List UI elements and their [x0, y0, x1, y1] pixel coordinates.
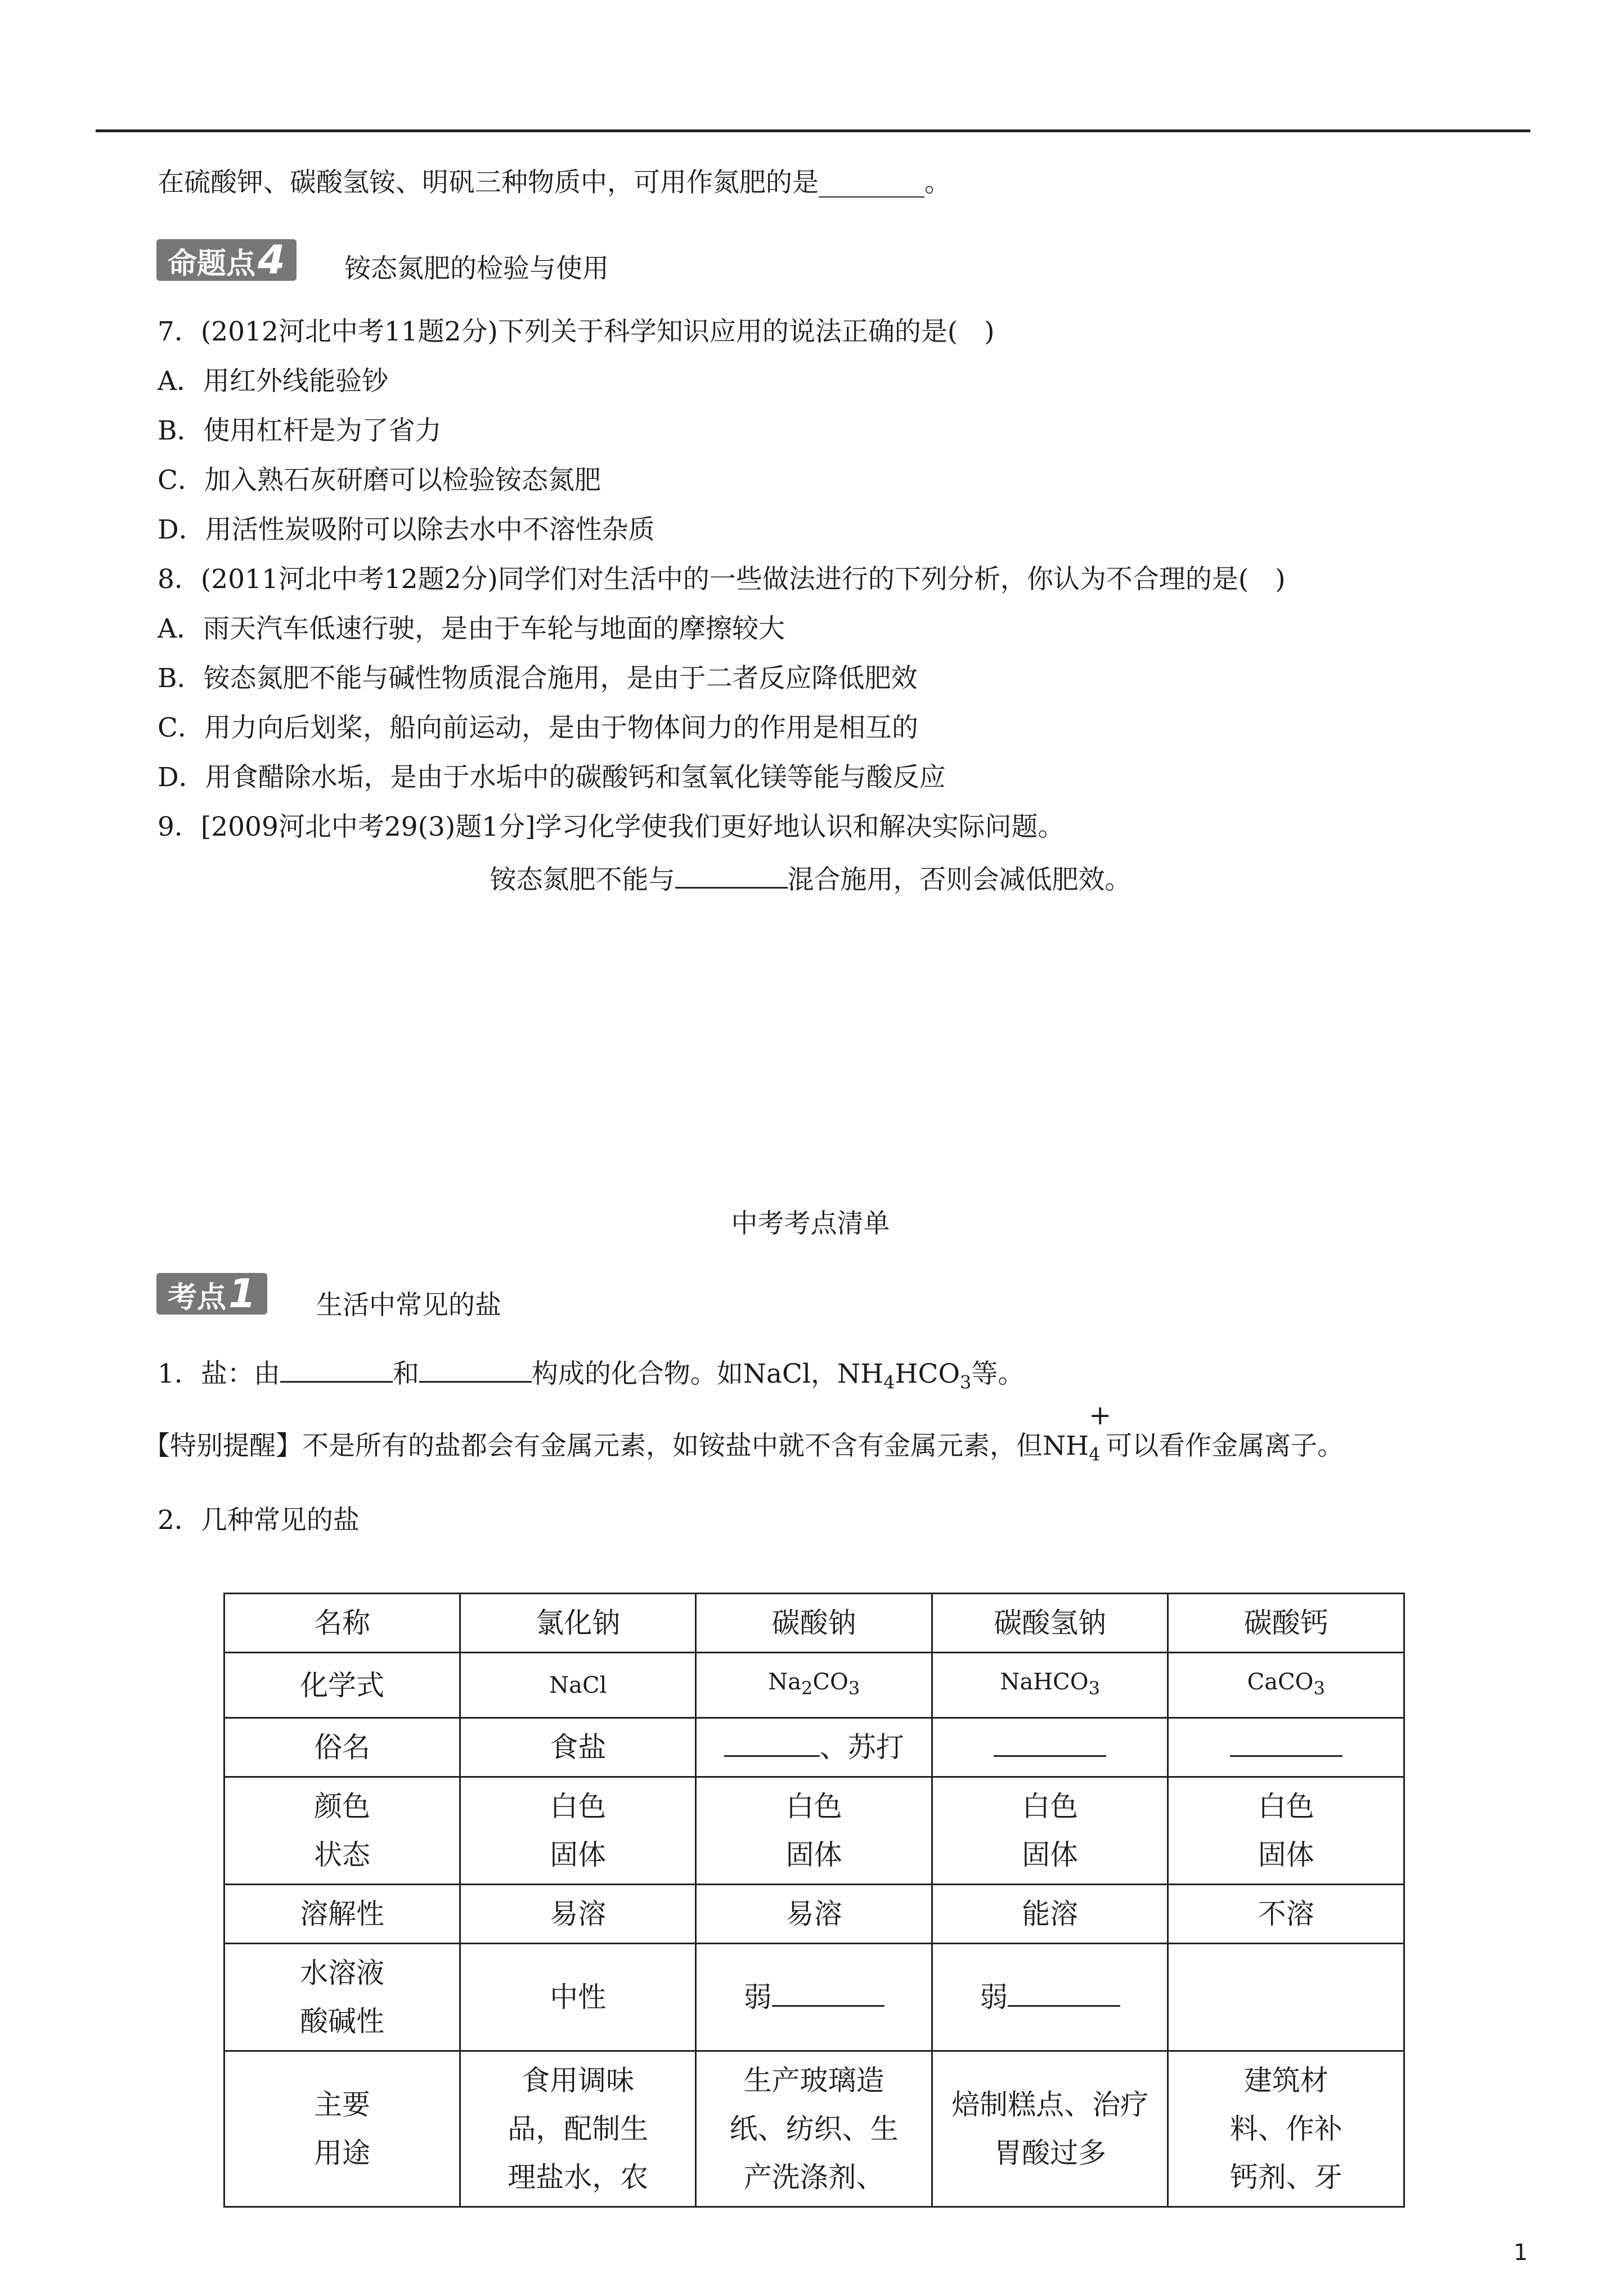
table-cell: 名称	[224, 1594, 460, 1653]
section-badge-4	[156, 239, 297, 281]
cell-text: 白色	[1258, 1790, 1314, 1823]
cell-text: 白色	[550, 1790, 607, 1823]
q7-option-c: C．加入熟石灰研磨可以检验铵态氮肥	[158, 465, 601, 496]
q8-option-d: D．用食醋除水垢，是由于水垢中的碳酸钙和氢氧化镁等能与酸反应	[158, 762, 946, 793]
badge-number: 1	[228, 1271, 256, 1317]
table-cell	[224, 2051, 460, 2207]
cell-text: 固体	[1022, 1838, 1079, 1871]
cell-text: 产洗涤剂、	[743, 2161, 884, 2194]
subscript: 4	[883, 1371, 895, 1393]
reminder-text-a: 【特别提醒】不是所有的盐都会有金属元素，如铵盐中就不含有金属元素，但NH	[143, 1430, 1089, 1461]
row-label: 用途	[314, 2137, 371, 2169]
cell-text: 建筑材	[1243, 2064, 1328, 2097]
table-row	[224, 1777, 1404, 1885]
formula-text: NaCl	[549, 1672, 607, 1698]
badge-label: 命题点	[168, 247, 256, 281]
row-label: 酸碱性	[300, 2005, 385, 2038]
q9-answer-line	[0, 862, 1621, 897]
point1-text-a: 1．盐：由	[158, 1358, 280, 1389]
formula-cell	[932, 1653, 1168, 1718]
table-cell	[1168, 1718, 1404, 1777]
table-cell: 不溶	[1168, 1885, 1404, 1944]
table-cell: 中性	[460, 1944, 696, 2051]
cell-text: 理盐水，农	[508, 2161, 649, 2194]
answer-blank[interactable]	[724, 1730, 820, 1757]
q8-option-a: A．雨天汽车低速行驶，是由于车轮与地面的摩擦较大	[158, 613, 785, 644]
q9-stem: 9．[2009河北中考29(3)题1分]学习化学使我们更好地认识和解决实际问题。	[158, 811, 1065, 842]
cell-text: 纸、纺织、生	[729, 2113, 899, 2145]
subscript: 3	[960, 1371, 972, 1393]
cell-text: 胃酸过多	[994, 2137, 1107, 2169]
table-row	[224, 1944, 1404, 2051]
table-cell	[224, 1777, 460, 1885]
formula-text: CaCO	[1247, 1669, 1314, 1695]
answer-blank[interactable]	[1008, 1980, 1120, 2007]
formula-cell	[1168, 1653, 1404, 1718]
intro-line: 在硫酸钾、碳酸氢铵、明矾三种物质中，可用作氮肥的是________。	[158, 167, 951, 198]
table-cell	[460, 1777, 696, 1885]
answer-blank[interactable]	[994, 1730, 1106, 1757]
common-name-text: 、苏打	[819, 1731, 904, 1764]
plus-sign: +	[1089, 1400, 1112, 1431]
q8-stem: 8．(2011河北中考12题2分)同学们对生活中的一些做法进行的下列分析，你认为不合理的是( )	[158, 564, 1286, 595]
cell-text: 弱	[980, 1981, 1008, 2014]
cell-text: 固体	[550, 1838, 607, 1871]
table-cell: 食盐	[460, 1718, 696, 1777]
cell-text: 白色	[1022, 1790, 1079, 1823]
point1-text-e: 等。	[971, 1358, 1025, 1389]
table-cell	[932, 1944, 1168, 2051]
formula-text: CO	[812, 1669, 848, 1695]
subscript: 3	[1088, 1678, 1100, 1699]
formula-text: Na	[768, 1669, 802, 1695]
reminder-text-b: 可以看作金属离子。	[1106, 1430, 1344, 1461]
table-cell: 化学式	[224, 1653, 460, 1718]
row-label: 颜色	[314, 1790, 371, 1823]
q8-option-b: B．铵态氮肥不能与碱性物质混合施用，是由于二者反应降低肥效	[158, 663, 918, 694]
q7-option-d: D．用活性炭吸附可以除去水中不溶性杂质	[158, 514, 655, 545]
answer-blank[interactable]	[675, 862, 788, 889]
cell-text: 品，配制生	[508, 2113, 649, 2145]
table-cell: 溶解性	[224, 1885, 460, 1944]
page-number: 1	[1514, 2240, 1528, 2266]
point1-text-b: 和	[392, 1358, 419, 1389]
row-label: 状态	[314, 1838, 371, 1871]
formula-cell	[460, 1653, 696, 1718]
answer-blank[interactable]	[1230, 1730, 1342, 1757]
checklist-title: 中考考点清单	[731, 1208, 890, 1239]
cell-text: 料、作补	[1229, 2113, 1342, 2145]
table-cell	[1168, 1944, 1404, 2051]
section-title-k1: 生活中常见的盐	[316, 1290, 501, 1321]
q7-stem: 7．(2012河北中考11题2分)下列关于科学知识应用的说法正确的是( )	[158, 316, 995, 347]
answer-blank[interactable]	[419, 1356, 532, 1383]
table-cell: 俗名	[224, 1718, 460, 1777]
table-row	[224, 1718, 1404, 1777]
subscript: 3	[1313, 1678, 1325, 1699]
table-row	[224, 1653, 1404, 1718]
point-1	[158, 1356, 1024, 1399]
subscript: 2	[801, 1678, 813, 1699]
table-cell	[460, 2051, 696, 2207]
salts-table	[223, 1593, 1405, 2208]
table-cell: 碳酸氢钠	[932, 1594, 1168, 1653]
table-cell: 氯化钠	[460, 1594, 696, 1653]
section-badge-k1	[156, 1273, 267, 1315]
table-cell: 碳酸钠	[696, 1594, 932, 1653]
table-cell: 易溶	[696, 1885, 932, 1944]
table-cell: 能溶	[932, 1885, 1168, 1944]
table-cell	[696, 1944, 932, 2051]
badge-label: 考点	[168, 1281, 227, 1315]
section-title-4: 铵态氮肥的检验与使用	[344, 253, 609, 284]
cell-text: 钙剂、牙	[1229, 2161, 1342, 2194]
q9-text-b: 混合施用，否则会减低肥效。	[787, 864, 1131, 895]
table-cell	[932, 1718, 1168, 1777]
subscript: 4	[1089, 1443, 1101, 1465]
cell-text: 弱	[743, 1981, 772, 2014]
table-row	[224, 1885, 1404, 1944]
table-row	[224, 2051, 1404, 2207]
table-cell	[696, 1718, 932, 1777]
table-cell	[932, 2051, 1168, 2207]
point1-text-d: HCO	[895, 1358, 960, 1389]
cell-text: 食用调味	[522, 2064, 635, 2097]
formula-cell	[696, 1653, 932, 1718]
row-label: 水溶液	[300, 1957, 385, 1989]
table-cell	[224, 1944, 460, 2051]
answer-blank[interactable]	[280, 1356, 393, 1383]
q7-option-b: B．使用杠杆是为了省力	[158, 415, 442, 446]
formula-text: NaHCO	[1000, 1669, 1089, 1695]
point1-text-c: 构成的化合物。如NaCl，NH	[531, 1358, 884, 1389]
cell-text: 固体	[1258, 1838, 1314, 1871]
table-row	[224, 1594, 1404, 1653]
table-cell	[696, 2051, 932, 2207]
ion-charge	[1089, 1400, 1112, 1471]
table-cell: 碳酸钙	[1168, 1594, 1404, 1653]
cell-text: 焙制糕点、治疗	[951, 2088, 1149, 2121]
cell-text: 生产玻璃造	[743, 2064, 884, 2097]
table-cell	[1168, 1777, 1404, 1885]
special-reminder	[143, 1400, 1344, 1471]
cell-text: 白色	[785, 1790, 842, 1823]
row-label: 主要	[314, 2088, 371, 2121]
table-cell	[1168, 2051, 1404, 2207]
q9-text-a: 铵态氮肥不能与	[490, 864, 675, 895]
subscript: 3	[848, 1678, 860, 1699]
table-cell: 易溶	[460, 1885, 696, 1944]
table-cell	[932, 1777, 1168, 1885]
q7-option-a: A．用红外线能验钞	[158, 366, 388, 397]
cell-text: 固体	[785, 1838, 842, 1871]
top-rule	[96, 129, 1530, 132]
badge-number: 4	[258, 237, 285, 283]
q8-option-c: C．用力向后划桨，船向前运动，是由于物体间力的作用是相互的	[158, 712, 918, 743]
point-2: 2．几种常见的盐	[158, 1505, 360, 1536]
table-cell	[696, 1777, 932, 1885]
answer-blank[interactable]	[772, 1980, 884, 2007]
